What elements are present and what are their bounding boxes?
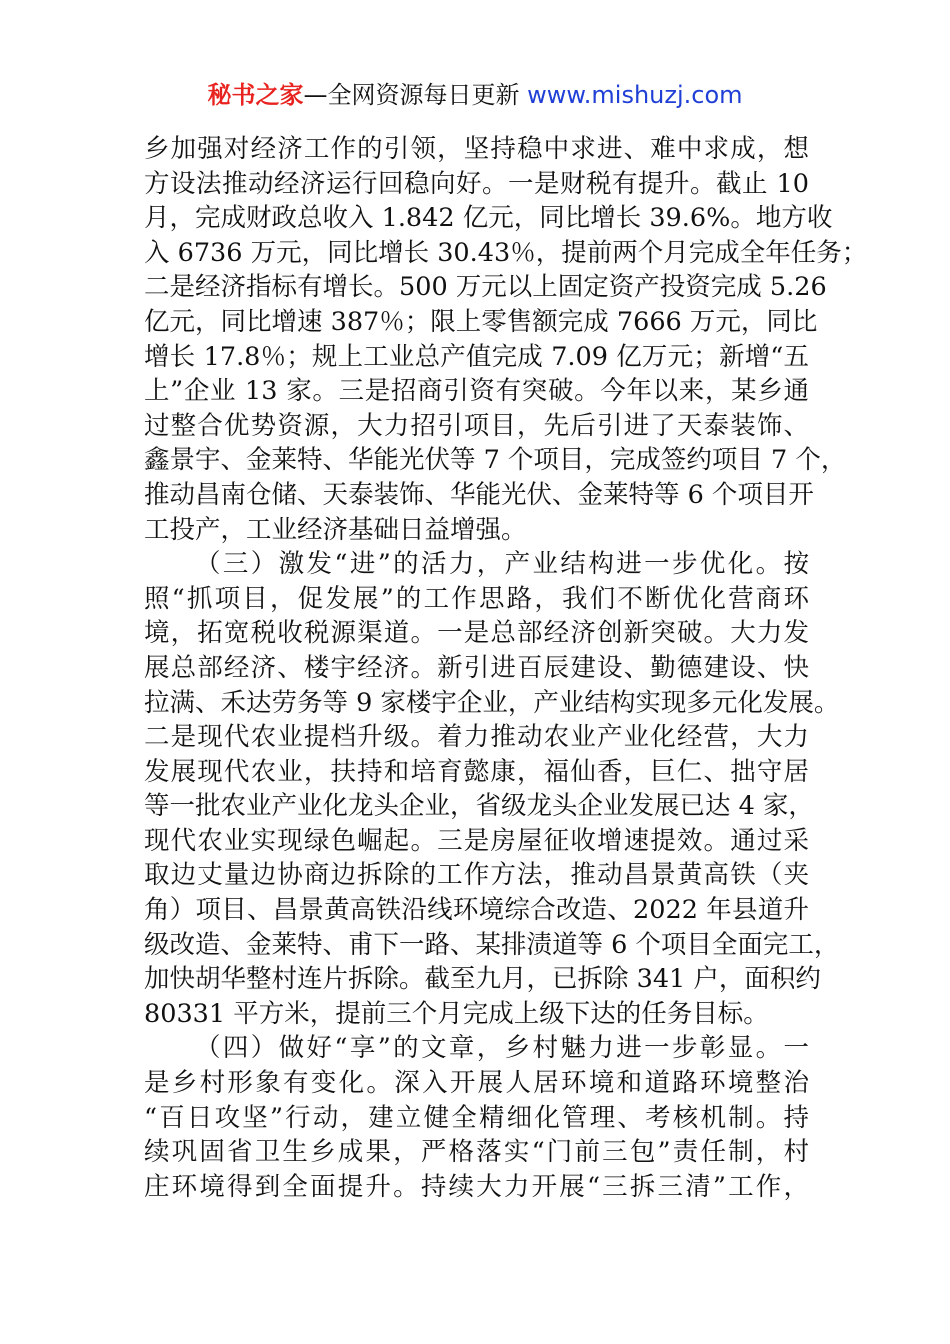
text-line: 级改造、金莱特、甫下一路、某排渍道等 6 个项目全面完工，	[144, 929, 840, 960]
text-line: 入 6736 万元，同比增长 30.43％，提前两个月完成全年任务；	[144, 237, 868, 268]
text-line: 续巩固省卫生乡成果，严格落实“门前三包”责任制，村	[144, 1137, 809, 1168]
text-line: 照“抓项目，促发展”的工作思路，我们不断优化营商环	[144, 583, 809, 614]
text-line: 发展现代农业，扶持和培育懿康，福仙香，巨仁、拙守居	[144, 756, 809, 787]
text-line: 境，拓宽税收税源渠道。一是总部经济创新突破。大力发	[144, 618, 809, 649]
text-line: 推动昌南仓储、天泰装饰、华能光伏、金莱特等 6 个项目开	[144, 479, 814, 510]
section-heading-line: （三）激发“进”的活力，产业结构进一步优化。按	[195, 549, 809, 580]
site-brand: 秘书之家	[207, 81, 304, 109]
text-line: 等一批农业产业化龙头企业，省级龙头企业发展已达 4 家，	[144, 791, 814, 822]
text-line: 取边丈量边协商边拆除的工作方法，推动昌景黄高铁（夹	[144, 860, 809, 891]
text-line: 方设法推动经济运行回稳向好。一是财税有提升。截止 10	[144, 168, 809, 199]
text-line: 现代农业实现绿色崛起。三是房屋征收增速提效。通过采	[144, 825, 809, 856]
text-line: 过整合优势资源，大力招引项目，先后引进了天泰装饰、	[144, 410, 809, 441]
text-line: 二是现代农业提档升级。着力推动农业产业化经营，大力	[144, 722, 809, 753]
text-line: 乡加强对经济工作的引领，坚持稳中求进、难中求成，想	[144, 134, 809, 164]
text-line: 亿元，同比增速 387％；限上零售额完成 7666 万元，同比	[144, 306, 818, 337]
section-heading-line: （四）做好“享”的文章，乡村魅力进一步彰显。一	[195, 1033, 809, 1064]
text-line: 拉满、禾达劳务等 9 家楼宇企业，产业结构实现多元化发展。	[144, 687, 840, 718]
site-header	[0, 78, 950, 112]
text-line: 角）项目、昌景黄高铁沿线环境综合改造、2022 年县道升	[144, 895, 809, 926]
text-line: 工投产，工业经济基础日益增强。	[144, 514, 527, 545]
text-line: 鑫景宇、金莱特、华能光伏等 7 个项目，完成签约项目 7 个，	[144, 445, 847, 476]
document-body	[144, 132, 868, 1204]
text-line: 是乡村形象有变化。深入开展人居环境和道路环境整治	[144, 1068, 809, 1099]
text-line: 增长 17.8％；规上工业总产值完成 7.09 亿万元；新增“五	[144, 341, 809, 372]
text-line: 上”企业 13 家。三是招商引资有突破。今年以来，某乡通	[144, 376, 809, 407]
site-tagline: —全网资源每日更新	[303, 81, 520, 109]
text-line: 庄环境得到全面提升。持续大力开展“三拆三清”工作，	[144, 1171, 809, 1202]
text-line: “百日攻坚”行动，建立健全精细化管理、考核机制。持	[144, 1102, 809, 1133]
text-line: 月，完成财政总收入 1.842 亿元，同比增长 39.6%。地方收	[144, 203, 833, 234]
site-url-link[interactable]: www.mishuzj.com	[527, 81, 743, 109]
text-line: 加快胡华整村连片拆除。截至九月，已拆除 341 户，面积约	[144, 964, 821, 995]
text-line: 80331 平方米，提前三个月完成上级下达的任务目标。	[144, 998, 769, 1029]
text-line: 二是经济指标有增长。500 万元以上固定资产投资完成 5.26	[144, 272, 827, 303]
text-line: 展总部经济、楼宇经济。新引进百辰建设、勤德建设、快	[144, 652, 809, 683]
